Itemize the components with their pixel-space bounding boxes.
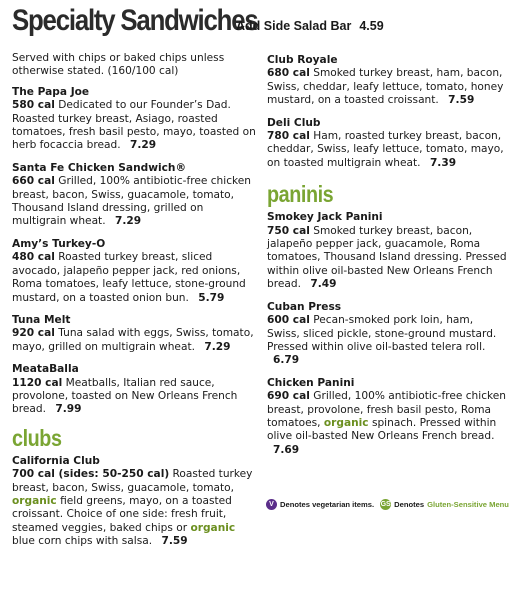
gluten-sensitive-icon: GS: [380, 501, 391, 508]
side-salad-addon: [236, 19, 384, 33]
item-description: field greens, mayo, on a toasted croissant. Choice of one side: fresh fruit, steamed veggies, baked chips or: [12, 494, 232, 534]
vegetarian-icon: V: [266, 499, 277, 510]
item-description: Smoked turkey breast, ham, bacon, Swiss, cheddar, leafy lettuce, tomato, honey mustard, on a toasted croissant.: [267, 67, 504, 107]
menu-item-smokey-jack-panini: [267, 211, 509, 291]
item-calories: 600 cal: [267, 314, 310, 327]
item-name: Amy’s Turkey-O: [12, 237, 106, 250]
menu-item-deli-club: [267, 117, 509, 171]
page-title: Specialty Sandwiches: [12, 4, 258, 37]
item-price: 7.69: [273, 443, 300, 456]
item-calories: 920 cal: [12, 327, 55, 340]
item-description: Ham, roasted turkey breast, bacon, cheddar, Swiss, leafy lettuce, tomato, mayo, on toasted multigrain wheat.: [267, 130, 504, 169]
item-price: 7.39: [429, 156, 457, 169]
item-calories: 580 cal: [12, 99, 55, 112]
menu-legend: [266, 499, 516, 510]
item-price: 7.59: [161, 535, 188, 548]
item-description: blue corn chips with salsa.: [12, 535, 153, 548]
vegetarian-legend-text: Denotes vegetarian items.: [280, 500, 375, 509]
item-name: Smokey Jack Panini: [267, 211, 383, 224]
item-description: Dedicated to our Founder’s Dad. Roasted turkey breast, Asiago, roasted tomatoes, fresh basil pesto, mayo, toasted on herb focaccia bread.: [12, 99, 256, 152]
menu-item-tuna-melt: [12, 314, 260, 354]
item-name: Club Royale: [267, 54, 338, 66]
item-name: California Club: [12, 454, 100, 467]
organic-highlight: organic: [12, 494, 57, 507]
item-calories: 750 cal: [267, 224, 310, 237]
gluten-legend-text: Denotes: [394, 500, 425, 509]
item-name: Santa Fe Chicken Sandwich®: [12, 161, 187, 174]
item-description: Grilled, 100% antibiotic-free chicken breast, provolone, fresh basil pesto, Roma tomatoes,: [267, 390, 507, 429]
menu-item-club-royale: [267, 54, 509, 108]
item-price: 7.29: [114, 215, 142, 228]
item-description: spinach. Pressed within olive oil-basted New Orleans French bread.: [267, 416, 497, 443]
item-calories: 680 cal: [267, 67, 310, 80]
item-description: Roasted turkey breast, bacon, Swiss, guacamole, tomato,: [12, 468, 253, 494]
item-price: 7.29: [204, 340, 231, 353]
menu-item-cuban-press: [267, 301, 509, 368]
item-calories: 690 cal: [267, 390, 310, 403]
item-description: Roasted turkey breast, sliced avocado, jalapeño pepper jack, red onions, Roma tomatoes, leafy lettuce, stone-ground mustard, on a toasted onion bun.: [12, 251, 246, 304]
item-price: 6.79: [273, 354, 300, 367]
intro-text: Served with chips or baked chips unless otherwise stated. (160/100 cal): [12, 52, 225, 78]
item-name: Cuban Press: [267, 300, 342, 313]
item-calories: 1120 cal: [12, 376, 63, 389]
item-name: Deli Club: [267, 116, 321, 129]
item-description: Pecan-smoked pork loin, ham, Swiss, sliced pickle, stone-ground mustard. Pressed within olive oil-basted telera roll.: [267, 314, 497, 353]
left-column: [12, 52, 260, 558]
item-description: Tuna salad with eggs, Swiss, tomato, mayo, grilled on multigrain wheat.: [12, 327, 254, 353]
item-price: 7.49: [310, 278, 337, 291]
item-price: 7.29: [129, 139, 157, 152]
item-calories: 660 cal: [12, 175, 55, 188]
menu-item-meataballa: [12, 363, 260, 417]
item-name: MeataBalla: [12, 363, 79, 376]
gluten-sensitive-menu-label: Gluten-Sensitive Menu: [427, 500, 509, 509]
menu-item-chicken-panini: [267, 377, 509, 457]
item-price: 7.59: [448, 94, 475, 107]
right-column: [267, 54, 509, 466]
item-description: Meatballs, Italian red sauce, provolone, toasted on New Orleans French bread.: [12, 376, 238, 416]
item-price: 7.99: [55, 403, 82, 416]
item-calories: 700 cal (sides: 50-250 cal): [12, 468, 170, 481]
addon-price: 4.59: [359, 19, 384, 33]
item-name: Chicken Panini: [267, 376, 355, 389]
menu-item-california-club: [12, 455, 260, 549]
addon-label: Add Side Salad Bar: [236, 19, 352, 33]
menu-item-papa-joe: [12, 86, 260, 153]
organic-highlight: organic: [323, 416, 369, 429]
item-description: Grilled, 100% antibiotic-free chicken breast, bacon, Swiss, guacamole, tomato, Thousand Island dressing, grilled on multigrain wheat.: [12, 175, 252, 228]
organic-highlight: organic: [190, 521, 236, 534]
item-description: Smoked turkey breast, bacon, jalapeño pepper jack, guacamole, Roma tomatoes, Thousand Island dressing. Pressed within olive oil-basted New Orleans French bread.: [267, 224, 507, 291]
item-name: The Papa Joe: [12, 85, 90, 98]
section-heading-paninis: paninis: [267, 181, 334, 208]
menu-item-amys-turkey-o: [12, 238, 260, 305]
menu-item-santa-fe: [12, 162, 260, 229]
item-price: 5.79: [198, 291, 225, 304]
item-calories: 780 cal: [267, 130, 310, 143]
item-name: Tuna Melt: [12, 313, 71, 326]
section-heading-clubs: clubs: [12, 424, 62, 451]
item-calories: 480 cal: [12, 251, 55, 264]
